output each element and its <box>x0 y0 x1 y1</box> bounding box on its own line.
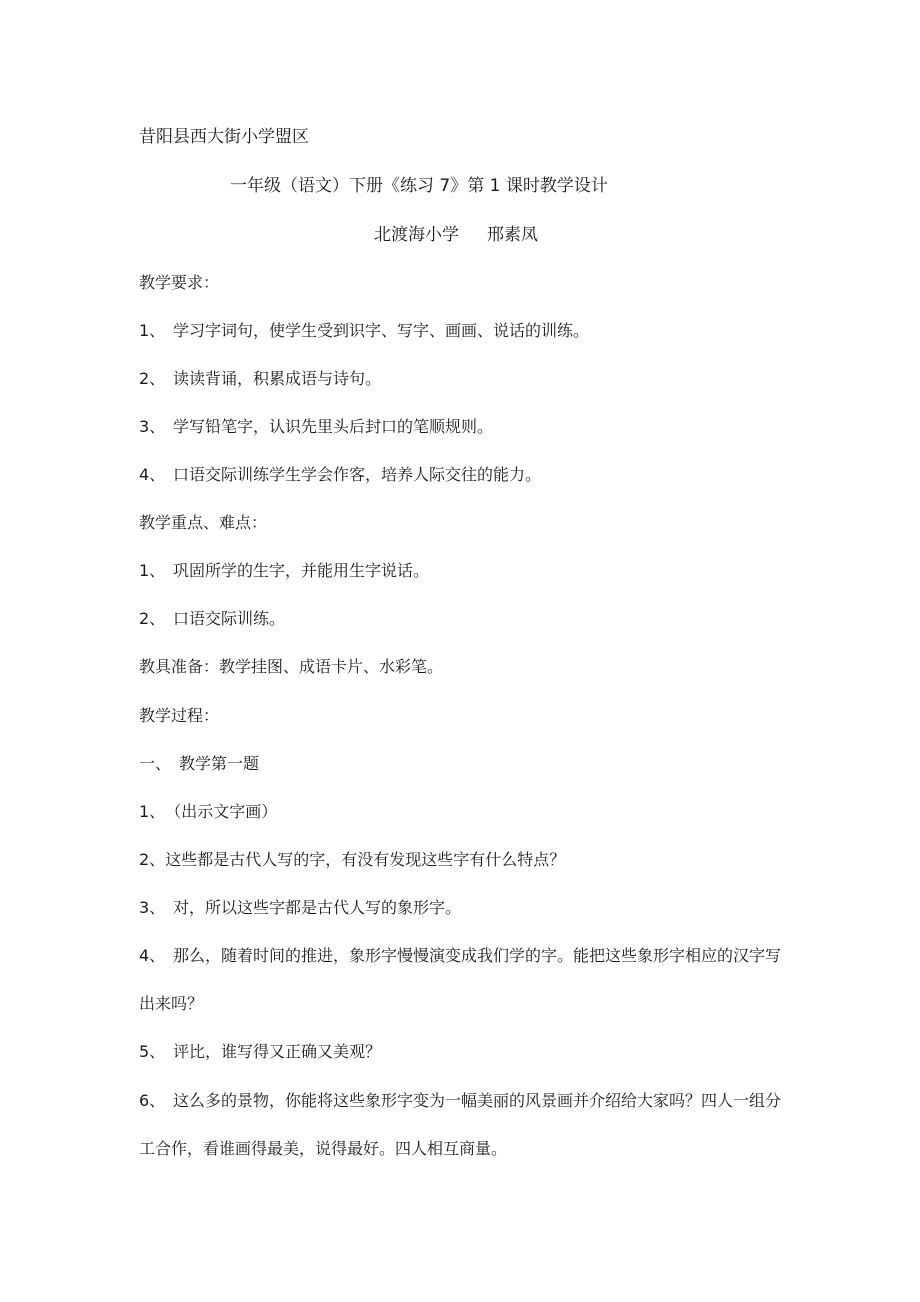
process-heading: 教学过程： <box>139 706 220 725</box>
process-step <box>139 1090 781 1112</box>
section-title: 教学第一题 <box>179 754 260 773</box>
item-text: 口语交际训练学生学会作客，培养人际交往的能力。 <box>173 465 542 484</box>
step-text: 对，所以这些字都是古代人写的象形字。 <box>173 898 462 917</box>
materials-line: 教具准备：教学挂图、成语卡片、水彩笔。 <box>139 657 444 676</box>
key-point-item <box>139 560 429 582</box>
process-step <box>139 849 565 871</box>
item-number: 2、 <box>139 369 166 388</box>
item-number: 2、 <box>139 609 166 628</box>
requirement-item <box>139 416 493 438</box>
school-district: 昔阳县西大街小学盟区 <box>139 127 309 147</box>
step-number: 2、 <box>139 850 166 869</box>
item-text: 学写铅笔字，认识先里头后封口的笔顺规则。 <box>173 417 494 436</box>
process-step <box>139 945 781 967</box>
process-step <box>139 1041 381 1063</box>
key-point-item <box>139 608 285 630</box>
author-line <box>374 224 538 246</box>
teacher-name: 邢素凤 <box>487 225 538 245</box>
step-number: 1、 <box>139 802 166 821</box>
step-text: 这么多的景物，你能将这些象形字变为一幅美丽的风景画并介绍给大家吗？四人一组分 <box>173 1091 782 1110</box>
key-points-heading: 教学重点、难点： <box>139 513 268 532</box>
requirements-heading: 教学要求： <box>139 273 220 292</box>
process-step-continuation: 工合作，看谁画得最美，说得最好。四人相互商量。 <box>139 1139 508 1158</box>
section-heading <box>139 753 259 775</box>
step-number: 6、 <box>139 1091 166 1110</box>
requirement-item <box>139 464 541 486</box>
step-number: 4、 <box>139 946 166 965</box>
process-step-continuation: 出来吗？ <box>139 994 204 1013</box>
document-title: 一年级（语文）下册《练习 7》第 1 课时教学设计 <box>230 176 608 196</box>
step-text: 这些都是古代人写的字，有没有发现这些字有什么特点？ <box>165 850 566 869</box>
item-text: 读读背诵，积累成语与诗句。 <box>173 369 382 388</box>
process-step <box>139 897 461 919</box>
step-text: （出示文字画） <box>165 802 278 821</box>
step-number: 3、 <box>139 898 166 917</box>
item-text: 口语交际训练。 <box>173 609 286 628</box>
process-step <box>139 801 277 823</box>
requirement-item <box>139 320 589 342</box>
school-name: 北渡海小学 <box>374 225 459 245</box>
item-number: 4、 <box>139 465 166 484</box>
step-text: 评比，谁写得又正确又美观？ <box>173 1042 382 1061</box>
item-text: 学习字词句，使学生受到识字、写字、画画、说话的训练。 <box>173 321 590 340</box>
item-text: 巩固所学的生字，并能用生字说话。 <box>173 561 430 580</box>
item-number: 1、 <box>139 321 166 340</box>
step-text: 那么，随着时间的推进，象形字慢慢演变成我们学的字。能把这些象形字相应的汉字写 <box>173 946 782 965</box>
item-number: 3、 <box>139 417 166 436</box>
requirement-item <box>139 368 381 390</box>
step-number: 5、 <box>139 1042 166 1061</box>
item-number: 1、 <box>139 561 166 580</box>
section-number: 一、 <box>139 754 172 773</box>
